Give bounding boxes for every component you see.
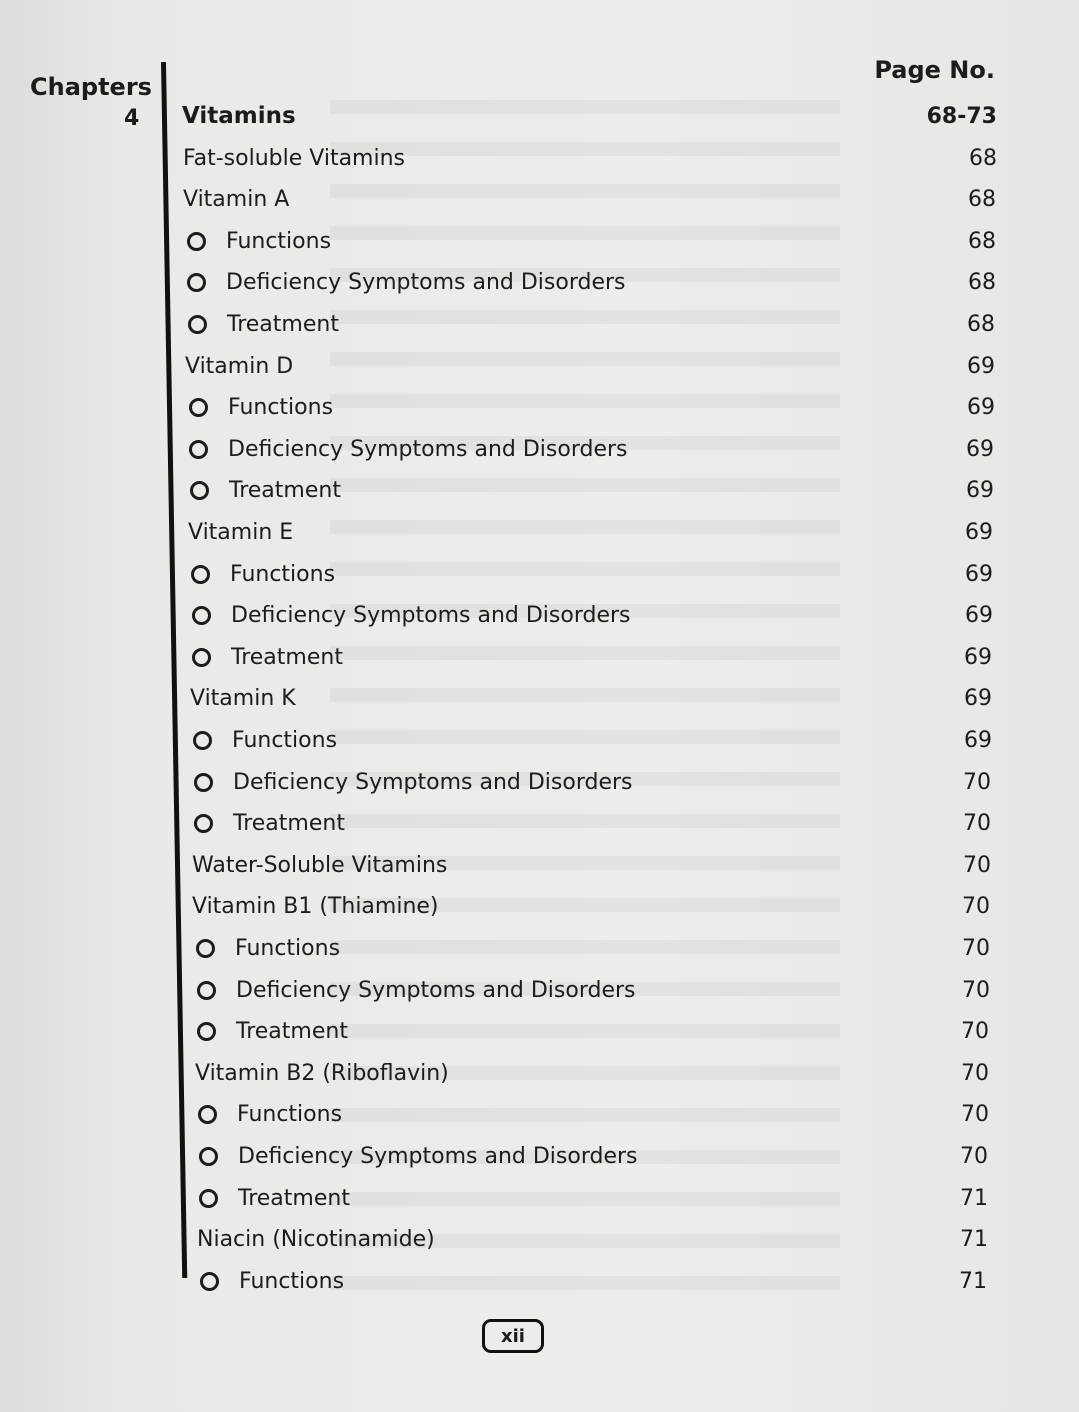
- toc-page-number: 68: [968, 186, 996, 212]
- toc-page-number: 70: [961, 1018, 989, 1044]
- toc-page-number: 70: [963, 769, 991, 795]
- toc-page-number: 69: [967, 394, 995, 420]
- circle-bullet-icon: [192, 648, 211, 667]
- toc-entry-label: Treatment: [238, 1185, 350, 1211]
- toc-page-number: 71: [959, 1268, 987, 1294]
- circle-bullet-icon: [193, 731, 212, 750]
- toc-subentry: [199, 1182, 350, 1214]
- circle-bullet-icon: [189, 440, 208, 459]
- toc-page-number: 68: [968, 228, 996, 254]
- toc-entry-label: Deficiency Symptoms and Disorders: [236, 977, 636, 1003]
- toc-section: [188, 516, 293, 548]
- toc-subentry: [199, 1140, 638, 1172]
- page-no-header: Page No.: [874, 56, 995, 84]
- toc-entry-label: Vitamin A: [183, 186, 290, 212]
- toc-entry-label: Vitamin D: [185, 353, 294, 379]
- circle-bullet-icon: [196, 939, 215, 958]
- toc-page-number: 69: [965, 561, 993, 587]
- toc-entry-label: Functions: [232, 727, 338, 753]
- circle-bullet-icon: [194, 814, 213, 833]
- page-number-badge: xii: [482, 1319, 544, 1353]
- toc-page-number: 70: [962, 935, 990, 961]
- toc-entry-label: Vitamin K: [190, 685, 296, 711]
- toc-entry-label: Functions: [228, 394, 334, 420]
- circle-bullet-icon: [192, 606, 211, 625]
- circle-bullet-icon: [194, 773, 213, 792]
- toc-entry-label: Deficiency Symptoms and Disorders: [233, 769, 633, 795]
- toc-chapter-title: [182, 100, 296, 132]
- toc-page-number: 68-73: [926, 103, 997, 129]
- toc-entry-label: Functions: [237, 1101, 343, 1127]
- chapters-header: Chapters: [30, 73, 152, 101]
- toc-entry-label: Treatment: [236, 1018, 348, 1044]
- toc-entry-label: Treatment: [227, 311, 339, 337]
- toc-section: [195, 1057, 449, 1089]
- toc-entry-label: Deficiency Symptoms and Disorders: [228, 436, 628, 462]
- toc-section: [192, 890, 439, 922]
- toc-page-number: 70: [960, 1143, 988, 1169]
- toc-page-number: 70: [961, 1101, 989, 1127]
- toc-subentry: [198, 1098, 342, 1130]
- toc-page-number: 70: [961, 1060, 989, 1086]
- toc-section: [183, 183, 289, 215]
- toc-entry-label: Vitamin B2 (Riboflavin): [195, 1060, 449, 1086]
- circle-bullet-icon: [197, 1022, 216, 1041]
- toc-entry-label: Fat-soluble Vitamins: [183, 145, 405, 171]
- toc-subentry: [197, 1015, 348, 1047]
- toc-page-number: 69: [964, 644, 992, 670]
- toc-subentry: [200, 1265, 344, 1297]
- toc-page-number: 68: [969, 145, 997, 171]
- toc-subentry: [187, 225, 331, 257]
- toc-entry-label: Vitamin E: [188, 519, 294, 545]
- toc-entry-label: Deficiency Symptoms and Disorders: [231, 602, 631, 628]
- toc-page-number: 69: [967, 353, 995, 379]
- circle-bullet-icon: [188, 315, 207, 334]
- toc-entry-label: Functions: [226, 228, 332, 254]
- toc-page-number: 68: [968, 269, 996, 295]
- toc-entry-label: Vitamin B1 (Thiamine): [192, 893, 439, 919]
- toc-page-number: 71: [960, 1226, 988, 1252]
- toc-page-number: 71: [960, 1185, 988, 1211]
- toc-entry-label: Functions: [230, 561, 336, 587]
- toc-section: [190, 682, 296, 714]
- toc-entry-label: Deficiency Symptoms and Disorders: [226, 269, 626, 295]
- circle-bullet-icon: [197, 981, 216, 1000]
- toc-subentry: [189, 391, 333, 423]
- circle-bullet-icon: [187, 232, 206, 251]
- toc-page-number: 69: [964, 685, 992, 711]
- toc-subentry: [187, 266, 626, 298]
- circle-bullet-icon: [199, 1189, 218, 1208]
- toc-entry-label: Niacin (Nicotinamide): [197, 1226, 435, 1252]
- toc-entry-label: Vitamins: [182, 103, 296, 129]
- toc-page-number: 70: [963, 810, 991, 836]
- toc-page-number: 69: [965, 602, 993, 628]
- circle-bullet-icon: [190, 481, 209, 500]
- toc-page-number: 69: [965, 519, 993, 545]
- toc-subentry: [192, 641, 343, 673]
- toc-page-number: 68: [967, 311, 995, 337]
- toc-subentry: [196, 932, 340, 964]
- toc-entry-label: Water-Soluble Vitamins: [192, 852, 448, 878]
- toc-section: [185, 350, 293, 382]
- toc-entry-label: Treatment: [229, 477, 341, 503]
- toc-subentry: [188, 308, 339, 340]
- toc-subentry: [189, 433, 628, 465]
- toc-subentry: [194, 807, 345, 839]
- toc-section: [183, 142, 405, 174]
- toc-subentry: [191, 558, 335, 590]
- circle-bullet-icon: [198, 1105, 217, 1124]
- toc-subentry: [190, 474, 341, 506]
- toc-entry-label: Functions: [239, 1268, 345, 1294]
- circle-bullet-icon: [200, 1272, 219, 1291]
- toc-page-number: 69: [964, 727, 992, 753]
- toc-subentry: [197, 974, 636, 1006]
- toc-subentry: [194, 766, 633, 798]
- toc-entry-label: Functions: [235, 935, 341, 961]
- toc-page-number: 70: [962, 977, 990, 1003]
- chapter-number: 4: [124, 106, 140, 131]
- toc-page-number: 70: [962, 893, 990, 919]
- toc-page-number: 69: [966, 436, 994, 462]
- toc-page-number: 70: [963, 852, 991, 878]
- toc-page-number: 69: [966, 477, 994, 503]
- circle-bullet-icon: [199, 1147, 218, 1166]
- toc-section: [192, 849, 447, 881]
- toc-entry-label: Treatment: [231, 644, 343, 670]
- toc-subentry: [192, 599, 631, 631]
- circle-bullet-icon: [191, 565, 210, 584]
- circle-bullet-icon: [187, 273, 206, 292]
- circle-bullet-icon: [189, 398, 208, 417]
- toc-section: [197, 1223, 435, 1255]
- toc-entry-label: Treatment: [233, 810, 345, 836]
- toc-entry-label: Deficiency Symptoms and Disorders: [238, 1143, 638, 1169]
- toc-subentry: [193, 724, 337, 756]
